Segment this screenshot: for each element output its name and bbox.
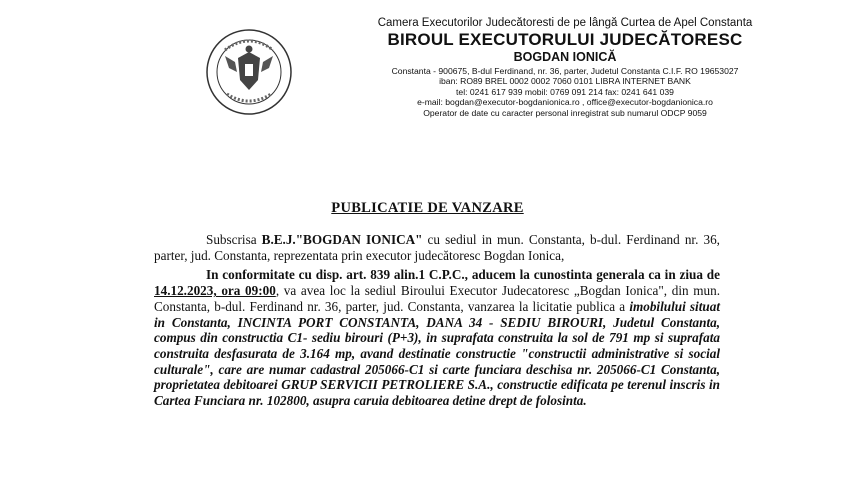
- email-line: e-mail: bogdan@executor-bogdanionica.ro , office@executor-bogdanionica.ro: [417, 97, 713, 108]
- executor-name: BOGDAN IONICĂ: [513, 50, 617, 64]
- p2-date-time: 14.12.2023, ora 09:00: [154, 283, 276, 299]
- office-name: BIROUL EXECUTORULUI JUDECĂTORESC: [387, 30, 743, 49]
- address-line: Constanta - 900675, B-dul Ferdinand, nr. 36, parter, Judetul Constanta C.I.F. RO 19653027: [391, 66, 739, 76]
- p1-text-2: cu sediul in mun. Constanta, b-dul. Ferdinand nr. 36, parter, jud. Constanta, reprezentata prin executor judecătoresc Bogdan Ionica,: [154, 232, 720, 263]
- p1-text-1: Subscrisa: [206, 232, 262, 247]
- iban-line: iban: RO89 BREL 0002 0002 7060 0101 LIBRA INTERNET BANK: [439, 76, 691, 87]
- operator-line: Operator de date cu caracter personal inregistrat sub numarul ODCP 9059: [423, 107, 707, 118]
- document-body: [154, 232, 720, 409]
- letterhead-text: [300, 16, 830, 118]
- p2-property-description: imobilului situat in Constanta, INCINTA PORT CONSTANTA, DANA 34 - SEDIU BIROURI, Judetul Constanta, compus din constructia C1- sediu birouri (P+3), in suprafata construita la sol de 791 mp si suprafata construita desfasurata de 3.164 mp, avand destinatie constructie "constructii administrative si social culturale", care are numar cadastral 205066-C1 si carte funciara deschisa nr. 205066-C1 Constanta, proprietatea debitoarei GRUP SERVICII PETROLIERE S.A., constructie edificata pe terenul inscris in Cartea Funciara nr. 102800, asupra caruia debitoarea detine drept de folosinta.: [154, 298, 720, 409]
- p1-office-bold: B.E.J."BOGDAN IONICA": [261, 232, 423, 247]
- document-title: PUBLICATIE DE VANZARE: [331, 200, 524, 216]
- p2-legal-basis: In conformitate cu disp. art. 839 alin.1 C.P.C., aducem la cunostinta generala ca in ziua de: [206, 267, 720, 283]
- paragraph-sale: [154, 267, 720, 408]
- phone-line: tel: 0241 617 939 mobil: 0769 091 214 fax: 0241 641 039: [456, 86, 674, 97]
- chamber-name: Camera Executorilor Judecătoresti de pe lângă Curtea de Apel Constanta: [377, 17, 753, 29]
- coat-of-arms-seal-icon: [205, 28, 293, 116]
- letterhead: [205, 16, 845, 128]
- p2-text: , va avea loc la sediul Biroului Executor Judecatoresc „Bogdan Ionica", din mun. Constanta, b-dul. Ferdinand nr. 36, parter, jud. Constanta, vanzarea la licitatie publica a: [154, 283, 720, 314]
- contact-block: [300, 66, 830, 118]
- paragraph-intro: [154, 232, 720, 263]
